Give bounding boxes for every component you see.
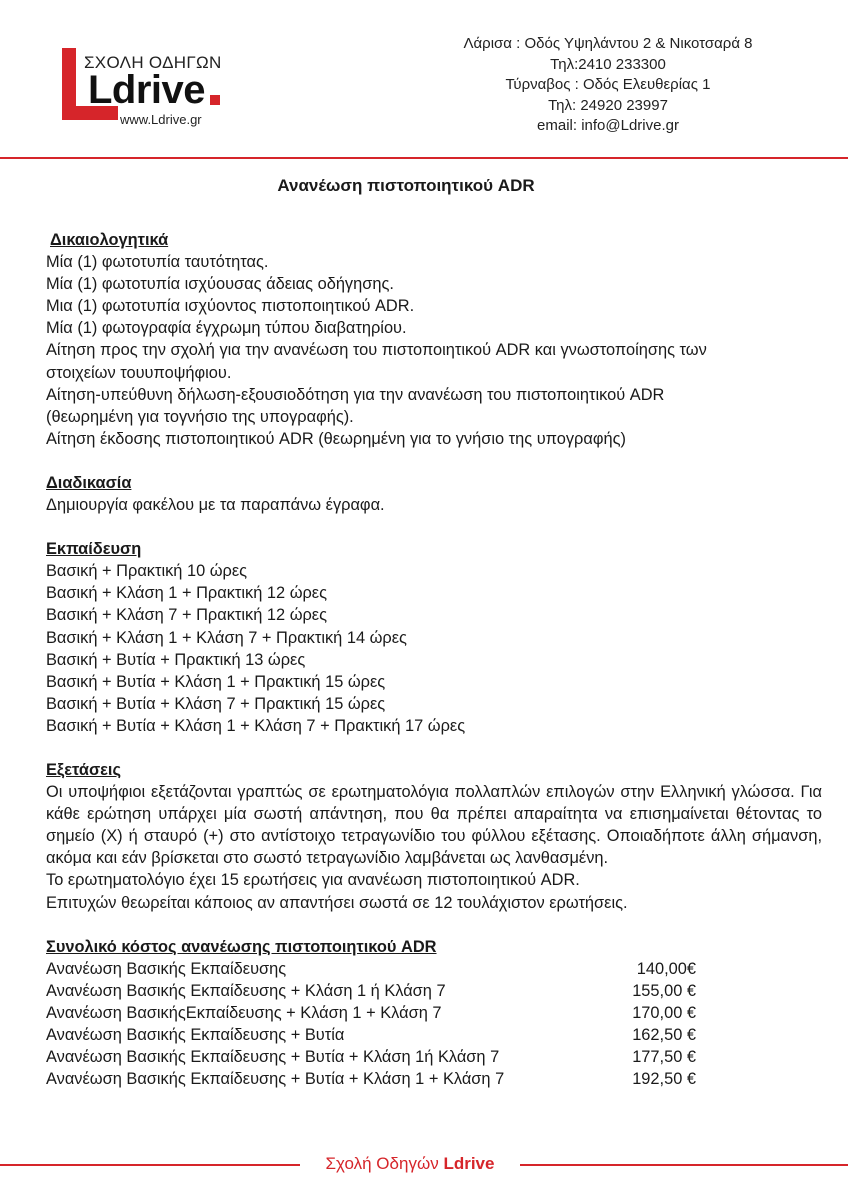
list-item: Βασική + Βυτία + Πρακτική 13 ώρες: [46, 650, 306, 669]
cost-label: Ανανέωση Βασικής Εκπαίδευσης + Βυτία + Κλάση 1ή Κλάση 7: [46, 1048, 500, 1067]
list-item: Αίτηση προς την σχολή για την ανανέωση του πιστοποιητικού ADR και γνωστοποίησης των: [46, 341, 707, 360]
list-item: Μια (1) φωτοτυπία ισχύοντος πιστοποιητικού ADR.: [46, 297, 415, 316]
section-heading-documents: Δικαιολογητικά: [50, 231, 169, 249]
list-item: Μία (1) φωτοτυπία ταυτότητας.: [46, 253, 269, 272]
cost-label: Ανανέωση Βασικής Εκπαίδευσης + Βυτία: [46, 1026, 345, 1044]
list-item: Επιτυχών θεωρείται κάποιος αν απαντήσει σωστά σε 12 τουλάχιστον ερωτήσεις.: [46, 893, 628, 912]
cost-label: Ανανέωση Βασικής Εκπαίδευσης: [46, 959, 287, 978]
document-body: [46, 229, 822, 1090]
list-item: Το ερωτηματολόγιο έχει 15 ερωτήσεις για ανανέωση πιστοποιητικού ADR.: [46, 871, 580, 890]
list-item: Μία (1) φωτοτυπία ισχύουσας άδειας οδήγησης.: [46, 275, 394, 294]
contact-info: [440, 34, 776, 137]
cost-row: [46, 1068, 822, 1090]
list-item: Βασική + Βυτία + Κλάση 1 + Κλάση 7 + Πρακτική 17 ώρες: [46, 716, 466, 735]
logo-url: www.Ldrive.gr: [120, 112, 202, 127]
footer-brand: Ldrive: [443, 1154, 495, 1173]
list-item: Βασική + Κλάση 1 + Κλάση 7 + Πρακτική 14 ώρες: [46, 628, 407, 647]
list-item: Αίτηση έκδοσης πιστοποιητικού ADR (θεωρημένη για το γνήσιο της υπογραφής): [46, 429, 626, 448]
logo-brand-text: Ldrive: [88, 68, 206, 112]
list-item: Βασική + Βυτία + Κλάση 7 + Πρακτική 15 ώρες: [46, 694, 386, 713]
cost-row: [46, 980, 822, 1002]
section-heading-exams: Εξετάσεις: [46, 760, 122, 779]
list-item: Βασική + Κλάση 1 + Πρακτική 12 ώρες: [46, 584, 328, 603]
page-title: Ανανέωση πιστοποιητικού ADR: [277, 176, 535, 195]
section-heading-procedure: Διαδικασία: [46, 473, 132, 492]
logo-school-text: ΣΧΟΛΗ ΟΔΗΓΩΝ: [84, 53, 222, 72]
list-item: Βασική + Κλάση 7 + Πρακτική 12 ώρες: [46, 606, 328, 625]
section-heading-training: Εκπαίδευση: [46, 540, 142, 559]
list-item: Βασική + Πρακτική 10 ώρες: [46, 562, 248, 581]
footer-label: [300, 1154, 520, 1174]
contact-larisa-phone: Τηλ:2410 233300: [550, 55, 666, 73]
list-item: Αίτηση-υπεύθυνη δήλωση-εξουσιοδότηση για την ανανέωση του πιστοποιητικού ADR: [46, 385, 665, 404]
cost-price: 177,50 €: [632, 1048, 696, 1067]
cost-label: Ανανέωση ΒασικήςΕκπαίδευσης + Κλάση 1 + Κλάση 7: [46, 1003, 442, 1022]
footer-divider-right: [520, 1164, 848, 1166]
contact-tyrnavos-address: Τύρναβος : Οδός Ελευθερίας 1: [505, 76, 711, 93]
logo-dot: [210, 95, 220, 105]
contact-email[interactable]: email: info@Ldrive.gr: [537, 117, 679, 134]
list-item: (θεωρημένη για τογνήσιο της υπογραφής).: [46, 407, 354, 426]
ldrive-logo: [62, 48, 232, 128]
list-item: στοιχείων τουυποψήφιου.: [46, 363, 232, 382]
cost-price: 140,00€: [636, 959, 696, 978]
cost-label: Ανανέωση Βασικής Εκπαίδευσης + Βυτία + Κλάση 1 + Κλάση 7: [46, 1070, 505, 1089]
cost-price: 155,00 €: [632, 981, 696, 1000]
cost-price: 170,00 €: [632, 1003, 696, 1022]
cost-price: 192,50 €: [632, 1070, 696, 1089]
contact-tyrnavos-phone: Τηλ: 24920 23997: [548, 96, 668, 114]
contact-larisa-address: Λάρισα : Οδός Υψηλάντου 2 & Νικοτσαρά 8: [463, 35, 753, 52]
section-heading-costs: Συνολικό κόστος ανανέωσης πιστοποιητικού ADR: [46, 937, 437, 956]
cost-row: [46, 1046, 822, 1068]
footer-divider-left: [0, 1164, 300, 1166]
cost-price: 162,50 €: [632, 1026, 696, 1044]
cost-row: [46, 1024, 822, 1046]
list-item: Δημιουργία φακέλου με τα παραπάνω έγραφα.: [46, 496, 385, 515]
cost-label: Ανανέωση Βασικής Εκπαίδευσης + Κλάση 1 ή Κλάση 7: [46, 981, 446, 1000]
footer-prefix: Σχολή Οδηγών: [325, 1154, 444, 1173]
header-divider: [0, 157, 848, 159]
list-item: Μία (1) φωτογραφία έγχρωμη τύπου διαβατηρίου.: [46, 319, 407, 338]
exams-paragraph: Οι υποψήφιοι εξετάζονται γραπτώς σε ερωτηματολόγια πολλαπλών επιλογών στην Ελληνική γλώσσα. Για κάθε ερώτηση υπάρχει μία σωστή απάντηση, που θα πρέπει απαραίτητα να επισημαίνεται θέτοντας το σημείο (Χ) ή σταυρό (+) στο αντίστοιχο τετραγωνίδιο του φύλλου εξέτασης. Οποιαδήποτε άλλη σήμανση, ακόμα και εάν βρίσκεται στο σωστό τετραγωνίδιο λαμβάνεται ως λανθασμένη.: [46, 783, 822, 868]
cost-row: [46, 1002, 822, 1024]
list-item: Βασική + Βυτία + Κλάση 1 + Πρακτική 15 ώρες: [46, 672, 386, 691]
cost-row: [46, 958, 822, 980]
